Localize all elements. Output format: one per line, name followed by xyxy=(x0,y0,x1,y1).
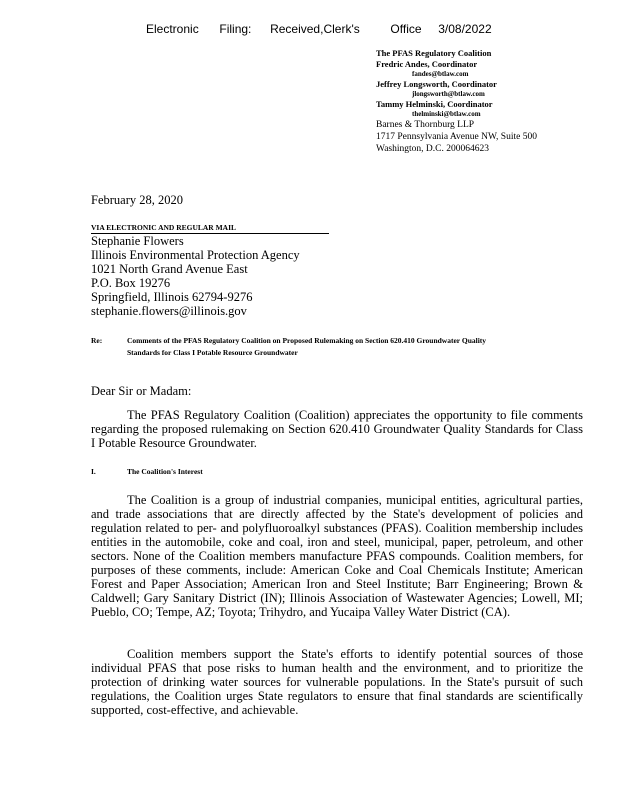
subject-text: Comments of the PFAS Regulatory Coalition on Proposed Rulemaking on Section 620.410 Groundwater Quality Standards for Class I Potable Resource Groundwater xyxy=(127,336,487,357)
recipient-address xyxy=(91,234,300,318)
sender-contact-name: Jeffrey Longsworth, Coordinator xyxy=(376,79,497,89)
paragraph-intro-text: The PFAS Regulatory Coalition (Coalition) appreciates the opportunity to file comments regarding the proposed rulemaking on Section 620.410 Groundwater Quality Standards for Class I Potable Resource Groundwater. xyxy=(91,408,583,450)
recipient-email: stephanie.flowers@illinois.gov xyxy=(91,304,247,318)
subject-label: Re: xyxy=(91,336,103,345)
paragraph-support-text: Coalition members support the State's efforts to identify potential sources of those individual PFAS that pose risks to human health and the environment, and to prioritize the protection of drinking water sources for vulnerable populations. In the State's pursuit of such regulations, the Coalition urges State regulators to ensure that final standards are scientifically supported, cost-effective, and achievable. xyxy=(91,647,583,717)
filing-electronic: Electronic xyxy=(146,22,199,36)
delivery-method: VIA ELECTRONIC AND REGULAR MAIL xyxy=(91,223,329,234)
recipient-name: Stephanie Flowers xyxy=(91,234,184,248)
sender-contact-email: thelminski@btlaw.com xyxy=(412,110,481,118)
sender-contact-email: jlongsworth@btlaw.com xyxy=(412,90,485,98)
recipient-agency: Illinois Environmental Protection Agency xyxy=(91,248,300,262)
sender-street: 1717 Pennsylvania Avenue NW, Suite 500 xyxy=(376,132,537,142)
salutation: Dear Sir or Madam: xyxy=(91,384,192,398)
recipient-street: 1021 North Grand Avenue East xyxy=(91,262,248,276)
section-title: The Coalition's Interest xyxy=(127,467,203,476)
filing-date: 3/08/2022 xyxy=(438,22,492,36)
sender-org: The PFAS Regulatory Coalition xyxy=(376,48,492,58)
sender-firm: Barnes & Thornburg LLP xyxy=(376,120,475,130)
filing-stamp xyxy=(146,22,492,36)
sender-block xyxy=(376,48,606,155)
recipient-city: Springfield, Illinois 62794-9276 xyxy=(91,290,253,304)
sender-contact-name: Fredric Andes, Coordinator xyxy=(376,59,478,69)
letter-date: February 28, 2020 xyxy=(91,193,183,207)
paragraph-coalition xyxy=(91,493,583,619)
sender-city: Washington, D.C. 200064623 xyxy=(376,144,489,154)
section-number: I. xyxy=(91,467,96,476)
filing-received: Received,Clerk's xyxy=(270,22,360,36)
recipient-pobox: P.O. Box 19276 xyxy=(91,276,171,290)
filing-label: Filing: xyxy=(219,22,252,36)
sender-contact-name: Tammy Helminski, Coordinator xyxy=(376,99,493,109)
paragraph-support xyxy=(91,647,583,717)
sender-contact-email: fandes@btlaw.com xyxy=(412,70,469,78)
paragraph-intro xyxy=(91,408,583,450)
paragraph-coalition-text: The Coalition is a group of industrial companies, municipal entities, agricultural parties, and trade associations that are directly affected by the State's development of policies and regulation related to per- and polyfluoroalkyl substances (PFAS). Coalition membership includes entities in the automobile, coke and coal, iron and steel, municipal, paper, petroleum, and other sectors. None of the Coalition members manufacture PFAS compounds. Coalition members, for purposes of these comments, include: American Coke and Coal Chemicals Institute; American Forest and Paper Association; American Iron and Steel Institute; Barr Engineering; Brown & Caldwell; Gary Sanitary District (IN); Illinois Association of Wastewater Agencies; Lowell, MI; Pueblo, CO; Tempe, AZ; Toyota; Trihydro, and Yucaipa Valley Water District (CA). xyxy=(91,493,583,619)
filing-office: Office xyxy=(390,22,422,36)
